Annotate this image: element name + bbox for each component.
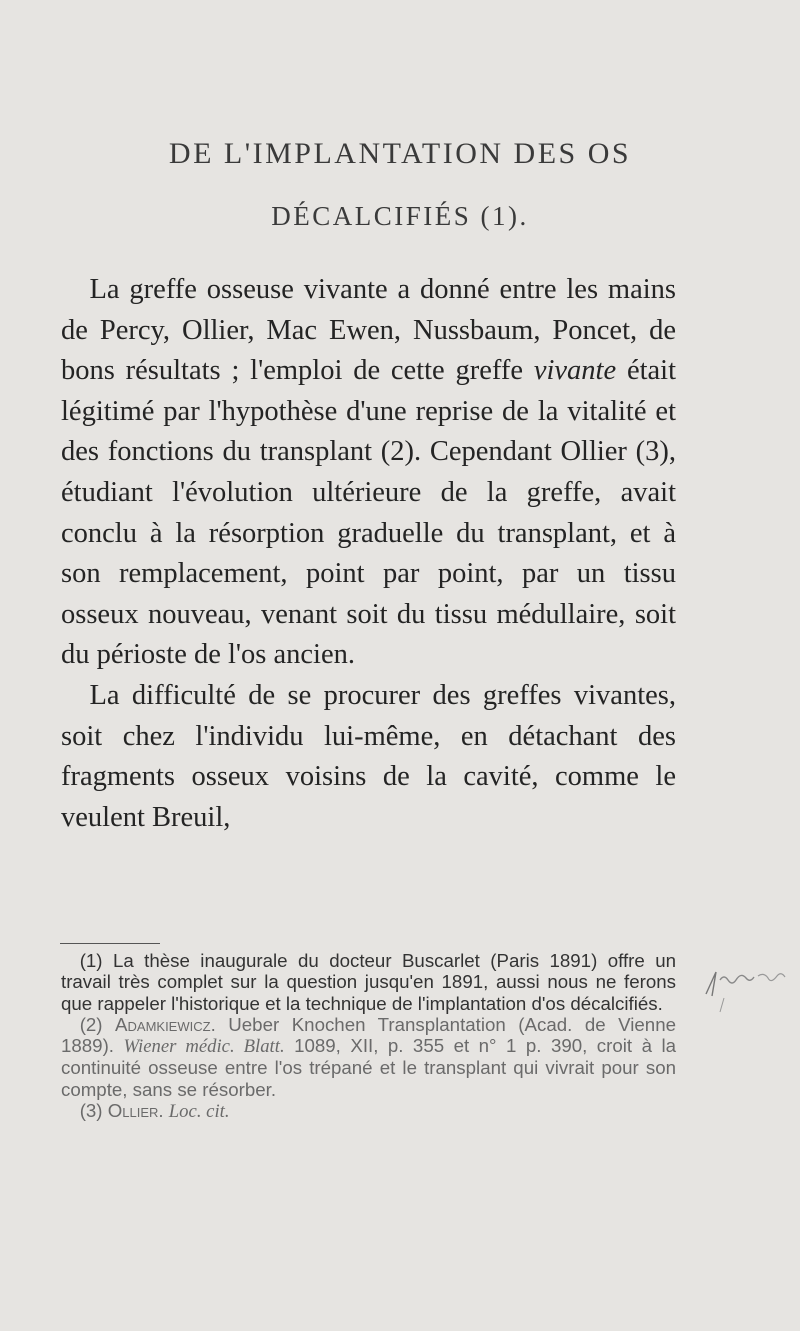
footnote-3-sep: .	[158, 1100, 169, 1122]
chapter-title-line-2: DÉCALCIFIÉS (1).	[271, 201, 529, 231]
paragraph-1	[61, 270, 676, 676]
footnote-2-ref: . Ueber Knochen Transplantation (Acad. de Vienne 1889).	[61, 1013, 676, 1057]
footnote-3-number: (3)	[79, 1100, 108, 1122]
footnote-1-text: (1) La thèse inaugurale du docteur Buscarlet (Paris 1891) offre un travail très complet sur la question jusqu'en 1891, aussi nous ne ferons que rappeler l'historique et la technique de l'implantation d'os décalcifiés.	[61, 950, 676, 1014]
emphasis-vivante: vivante	[533, 355, 617, 387]
footnote-3-journal: Loc. cit.	[168, 1101, 230, 1123]
paragraph-1-start: La greffe osseuse vivante a donné entre les mains de Percy, Ollier, Mac Ewen, Nussbaum, Poncet, de bons résultats ; l'emploi de cette greffe	[61, 274, 676, 387]
footnote-2-author: Adamkiewicz	[115, 1013, 211, 1035]
footnote-3	[61, 1100, 676, 1122]
footnote-separator	[60, 943, 160, 944]
footnote-3-author: Ollier	[107, 1100, 159, 1122]
footnote-1	[61, 950, 676, 1014]
chapter-title-line-1: DE L'IMPLANTATION DES OS	[168, 137, 632, 170]
footnote-2-journal: Wiener médic. Blatt.	[123, 1036, 285, 1058]
footnotes	[61, 950, 676, 1122]
footnote-2	[61, 1014, 676, 1100]
footnote-2-number: (2)	[79, 1013, 116, 1035]
paragraph-1-end: était légitimé par l'hypothèse d'une reprise de la vitalité et des fonctions du transplant (2). Cependant Ollier (3), étudiant l'évolution ultérieure de la greffe, avait conclu à la résorption graduelle du transplant, et à son remplacement, point par point, par un tissu osseux nouveau, venant soit du tissu médullaire, soit du périoste de l'os ancien.	[61, 355, 676, 671]
footnote-2-end: 1089, XII, p. 355 et n° 1 p. 390, croit à la continuité osseuse entre l'os trépané et le transplant qui vivrait pour son compte, sans se résorber.	[61, 1035, 676, 1100]
paragraph-2	[61, 676, 676, 838]
paragraph-2-text: La difficulté de se procurer des greffes vivantes, soit chez l'individu lui-même, en détachant des fragments osseux voisins de la cavité, comme le veulent Breuil,	[61, 679, 676, 833]
body-text	[61, 270, 676, 838]
pencil-annotation-mark	[702, 950, 792, 1020]
